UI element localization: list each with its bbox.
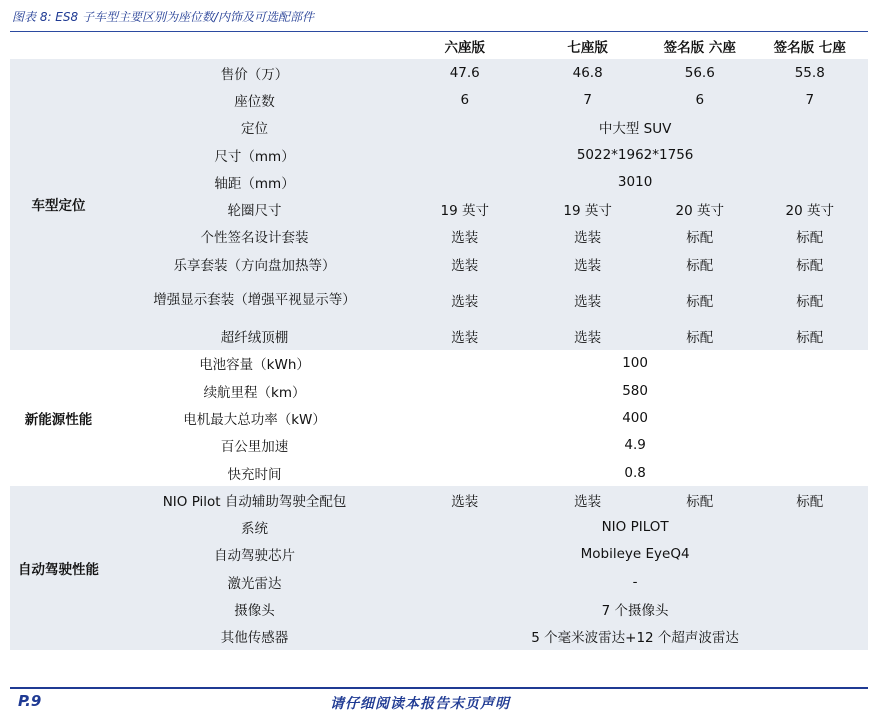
header-signature-seven: 签名版 七座	[773, 39, 846, 56]
row-label: 激光雷达	[107, 568, 402, 595]
value-cell: 选装	[527, 486, 648, 513]
spanned-value-cell: 580	[622, 382, 648, 399]
row-label: 定位	[107, 114, 402, 141]
value-cell: 选装	[402, 277, 527, 322]
value-cell: 选装	[402, 250, 527, 277]
footer-disclaimer: 请仔细阅读本报告末页声明	[330, 696, 510, 712]
spanned-value-cell: 400	[622, 409, 648, 426]
value-cell: 55.8	[752, 59, 868, 86]
value-cell: 46.8	[527, 59, 648, 86]
footer-divider	[10, 687, 868, 689]
value-cell: 选装	[402, 322, 527, 349]
value-cell: 标配	[752, 486, 868, 513]
table-row	[10, 59, 868, 86]
table-row	[10, 568, 868, 595]
table-row	[10, 513, 868, 540]
table-body	[10, 59, 868, 650]
header-section-col	[10, 32, 107, 59]
spanned-value-cell: 0.8	[624, 464, 646, 481]
spanned-value-cell: 中大型 SUV	[402, 114, 868, 141]
table-row	[10, 404, 868, 431]
value-cell: 选装	[527, 223, 648, 250]
row-label: 尺寸（mm）	[107, 141, 402, 168]
row-label: 乐享套装（方向盘加热等）	[107, 250, 402, 277]
table-row	[10, 141, 868, 168]
row-label: 续航里程（km）	[203, 384, 306, 401]
table-row	[10, 541, 868, 568]
value-cell: 选装	[527, 322, 648, 349]
row-label: 超纤绒顶棚	[107, 322, 402, 349]
row-label: 售价（万）	[107, 59, 402, 86]
value-cell: 标配	[648, 486, 751, 513]
value-cell: 20 英寸	[752, 195, 868, 222]
table-row	[10, 595, 868, 622]
header-signature-six: 签名版 六座	[663, 39, 736, 56]
value-cell: 47.6	[402, 59, 527, 86]
value-cell: 选装	[402, 223, 527, 250]
row-label: 摄像头	[107, 595, 402, 622]
row-label: 座位数	[107, 86, 402, 113]
table-row	[10, 432, 868, 459]
table-row	[10, 114, 868, 141]
section-label: 新能源性能	[24, 411, 93, 428]
table-row	[10, 86, 868, 113]
row-label: 其他传感器	[107, 623, 402, 650]
row-label: 个性签名设计套装	[107, 223, 402, 250]
spanned-value-cell: 4.9	[624, 437, 646, 454]
value-cell: 标配	[648, 223, 751, 250]
value-cell: 6	[648, 86, 751, 113]
row-label: 百公里加速	[220, 439, 289, 456]
page-number: P.9	[18, 692, 42, 710]
spec-table	[10, 32, 868, 650]
value-cell: 56.6	[648, 59, 751, 86]
value-cell: 标配	[752, 322, 868, 349]
value-cell: 标配	[648, 277, 751, 322]
value-cell: 标配	[648, 250, 751, 277]
row-label: 轴距（mm）	[107, 168, 402, 195]
spanned-value-cell: 7 个摄像头	[402, 595, 868, 622]
table-row	[10, 250, 868, 277]
value-cell: 选装	[402, 486, 527, 513]
section-label: 车型定位	[10, 59, 107, 350]
value-cell: 标配	[648, 322, 751, 349]
spanned-value-cell: 100	[622, 355, 648, 372]
table-row	[10, 486, 868, 513]
spanned-value-cell: NIO PILOT	[402, 513, 868, 540]
table-row	[10, 459, 868, 486]
section-label: 自动驾驶性能	[10, 486, 107, 650]
header-seven-seat: 七座版	[567, 39, 608, 56]
row-label: 快充时间	[227, 466, 282, 483]
row-label: 轮圈尺寸	[107, 195, 402, 222]
table-row	[10, 277, 868, 322]
table-row	[10, 623, 868, 650]
value-cell: 19 英寸	[402, 195, 527, 222]
row-label: 系统	[107, 513, 402, 540]
row-label: 增强显示套装（增强平视显示等）	[107, 277, 402, 322]
value-cell: 20 英寸	[648, 195, 751, 222]
table-row	[10, 322, 868, 349]
table-row	[10, 377, 868, 404]
spanned-value-cell: Mobileye EyeQ4	[402, 541, 868, 568]
header-label-col	[107, 32, 402, 59]
value-cell: 标配	[752, 277, 868, 322]
table-row	[10, 223, 868, 250]
row-label: 电机最大总功率（kW）	[183, 411, 326, 428]
header-six-seat: 六座版	[444, 39, 485, 56]
table-row	[10, 168, 868, 195]
row-label: NIO Pilot 自动辅助驾驶全配包	[107, 486, 402, 513]
value-cell: 19 英寸	[527, 195, 648, 222]
table-row	[10, 195, 868, 222]
value-cell: 7	[752, 86, 868, 113]
value-cell: 选装	[527, 277, 648, 322]
value-cell: 7	[527, 86, 648, 113]
spanned-value-cell: 5 个毫米波雷达+12 个超声波雷达	[402, 623, 868, 650]
row-label: 电池容量（kWh）	[199, 357, 310, 374]
table-header-row	[10, 32, 868, 59]
value-cell: 标配	[752, 250, 868, 277]
figure-caption: 图表 8: ES8 子车型主要区别为座位数/内饰及可选配部件	[12, 10, 314, 24]
value-cell: 选装	[527, 250, 648, 277]
value-cell: 标配	[752, 223, 868, 250]
spanned-value-cell: 3010	[402, 168, 868, 195]
table-row	[10, 350, 868, 377]
row-label: 自动驾驶芯片	[107, 541, 402, 568]
value-cell: 6	[402, 86, 527, 113]
spanned-value-cell: -	[402, 568, 868, 595]
spanned-value-cell: 5022*1962*1756	[402, 141, 868, 168]
